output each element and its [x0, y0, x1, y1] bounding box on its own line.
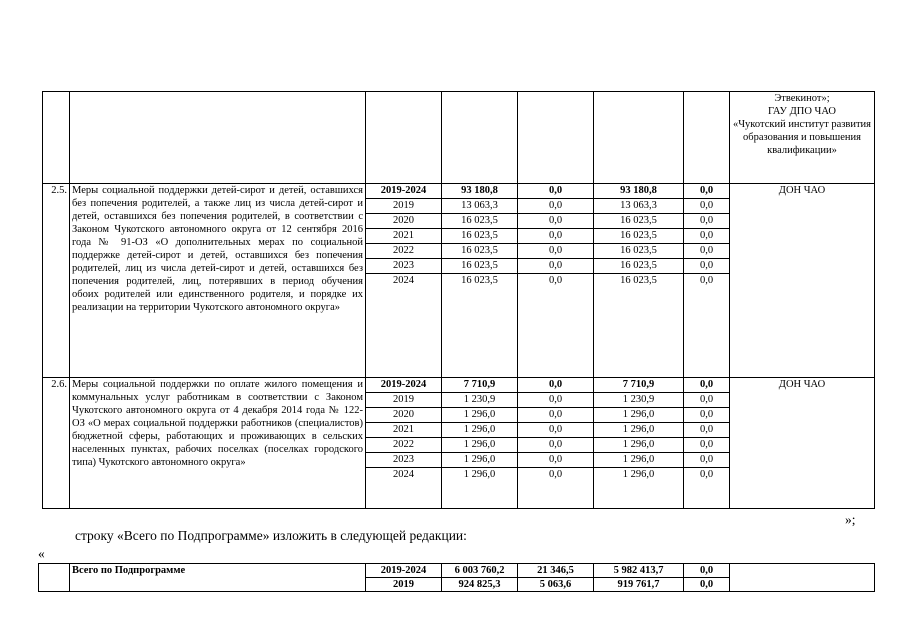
- years-value: 2019-2024: [366, 378, 441, 393]
- regional-value: 1 296,0: [594, 438, 683, 453]
- years-value: 2019: [366, 393, 441, 408]
- table-row: [39, 564, 875, 578]
- regional-value: 1 230,9: [594, 393, 683, 408]
- regional-value: 16 023,5: [594, 244, 683, 259]
- total-value: 1 296,0: [463, 469, 496, 480]
- years-cell: [366, 378, 442, 509]
- total-cell: [442, 184, 518, 378]
- other-value: 0,0: [684, 214, 729, 229]
- total-value: 7 710,9: [442, 378, 517, 393]
- years-value: 2024: [393, 275, 414, 286]
- years-value: 2021: [366, 423, 441, 438]
- row-number: 2.5.: [43, 184, 70, 378]
- cell-empty: [442, 92, 518, 184]
- federal-value: 0,0: [518, 453, 593, 468]
- other-value: 0,0: [684, 453, 729, 468]
- other-value: 0,0: [699, 275, 714, 286]
- regional-cell: [594, 378, 684, 509]
- federal-value: 0,0: [518, 199, 593, 214]
- federal-value: 0,0: [518, 229, 593, 244]
- years-value: 2019-2024: [366, 184, 441, 199]
- total-value: 1 296,0: [442, 438, 517, 453]
- federal-value: 0,0: [518, 423, 593, 438]
- responsible-cell: Этвекинот»; ГАУ ДПО ЧАО «Чукотский институт развития образования и повышения квалификации»: [730, 92, 875, 184]
- cell-empty: [366, 92, 442, 184]
- total-cell: [442, 378, 518, 509]
- regional-value: 13 063,3: [594, 199, 683, 214]
- instruction-text: строку «Всего по Подпрограмме» изложить в следующей редакции:: [75, 528, 467, 543]
- federal-value: 0,0: [518, 438, 593, 453]
- cell-empty: [43, 92, 70, 184]
- regional-value: 93 180,8: [594, 184, 683, 199]
- total-value: 1 230,9: [442, 393, 517, 408]
- total-value: 16 023,5: [442, 214, 517, 229]
- other-value: 0,0: [684, 378, 729, 393]
- close-quote: »;: [845, 512, 856, 527]
- other-value: 0,0: [684, 244, 729, 259]
- years-value: 2021: [366, 229, 441, 244]
- years-value: 2020: [366, 214, 441, 229]
- total-other: 0,0: [684, 578, 730, 592]
- regional-value: 16 023,5: [594, 259, 683, 274]
- total-value: 16 023,5: [442, 259, 517, 274]
- regional-value: 1 296,0: [622, 469, 655, 480]
- total-table: [38, 563, 875, 592]
- total-regional: 919 761,7: [594, 578, 684, 592]
- regional-value: 16 023,5: [594, 229, 683, 244]
- federal-value: 0,0: [548, 275, 563, 286]
- row-number: 2.6.: [43, 378, 70, 509]
- total-value: 16 023,5: [442, 244, 517, 259]
- federal-value: 0,0: [518, 214, 593, 229]
- table-row: [43, 92, 875, 184]
- other-value: 0,0: [684, 408, 729, 423]
- measure-name: Меры социальной поддержки детей-сирот и детей, оставшихся без попечения родителей, а также лиц из числа детей-сирот и детей, оставшихся без попечения родителей, в соответствии с Законом Чукотского автономного округа от 12 сентября 2016 года № 91-ОЗ «О дополнительных мерах по социальной поддержке детей-сирот и детей, оставшихся без попечения родителей, лиц из числа детей-сирот и детей, оставшихся без попечения родителей, лиц, потерявших в период обучения обоих родителей или единственного родителя, и порядке их реализации на территории Чукотского автономного округа»: [70, 184, 366, 378]
- total-value: 1 296,0: [442, 453, 517, 468]
- regional-value: 16 023,5: [594, 214, 683, 229]
- years-value: 2020: [366, 408, 441, 423]
- regional-value: 16 023,5: [620, 275, 657, 286]
- federal-value: 0,0: [518, 244, 593, 259]
- total-other: 0,0: [684, 564, 730, 578]
- years-value: 2023: [366, 259, 441, 274]
- cell-empty: [518, 92, 594, 184]
- total-value: 93 180,8: [442, 184, 517, 199]
- table-row: [43, 184, 875, 378]
- other-value: 0,0: [684, 423, 729, 438]
- total-year: 2019: [366, 578, 442, 592]
- total-value: 16 023,5: [442, 229, 517, 244]
- other-value: 0,0: [684, 229, 729, 244]
- other-value: 0,0: [684, 184, 729, 199]
- responsible-cell: ДОН ЧАО: [730, 378, 875, 509]
- measure-name: Меры социальной поддержки по оплате жилого помещения и коммунальных услуг работникам в соответствии с Законом Чукотского автономного округа от 4 декабря 2014 года № 122-ОЗ «О мерах социальной поддержки работников (специалистов) бюджетной сферы, работающих и проживающих в сельских населенных пунктах, рабочих поселках (поселках городского типа) Чукотского автономного округа»: [70, 378, 366, 509]
- total-regional: 5 982 413,7: [594, 564, 684, 578]
- federal-value: 0,0: [518, 393, 593, 408]
- years-value: 2024: [393, 469, 414, 480]
- cell-empty: [39, 564, 70, 592]
- total-federal: 21 346,5: [518, 564, 594, 578]
- federal-cell: [518, 184, 594, 378]
- other-cell: [684, 378, 730, 509]
- other-value: 0,0: [684, 393, 729, 408]
- cell-empty: [594, 92, 684, 184]
- total-label: Всего по Подпрограмме: [70, 564, 366, 592]
- regional-value: 1 296,0: [594, 453, 683, 468]
- federal-value: 0,0: [548, 469, 563, 480]
- total-value: 16 023,5: [461, 275, 498, 286]
- years-value: 2019: [366, 199, 441, 214]
- federal-value: 0,0: [518, 259, 593, 274]
- total-year: 2019-2024: [366, 564, 442, 578]
- regional-cell: [594, 184, 684, 378]
- years-value: 2023: [366, 453, 441, 468]
- other-value: 0,0: [699, 469, 714, 480]
- federal-value: 0,0: [518, 408, 593, 423]
- open-quote: «: [38, 546, 45, 561]
- other-value: 0,0: [684, 438, 729, 453]
- years-value: 2022: [366, 244, 441, 259]
- cell-empty: [730, 564, 875, 592]
- program-table: [42, 91, 875, 509]
- responsible-cell: ДОН ЧАО: [730, 184, 875, 378]
- years-value: 2022: [366, 438, 441, 453]
- total-value: 13 063,3: [442, 199, 517, 214]
- other-cell: [684, 184, 730, 378]
- federal-value: 0,0: [518, 184, 593, 199]
- cell-empty: [70, 92, 366, 184]
- total-value: 1 296,0: [442, 423, 517, 438]
- table-row: [43, 378, 875, 509]
- total-sum: 924 825,3: [442, 578, 518, 592]
- regional-value: 1 296,0: [594, 423, 683, 438]
- other-value: 0,0: [684, 259, 729, 274]
- other-value: 0,0: [684, 199, 729, 214]
- federal-cell: [518, 378, 594, 509]
- total-value: 1 296,0: [442, 408, 517, 423]
- cell-empty: [684, 92, 730, 184]
- regional-value: 7 710,9: [594, 378, 683, 393]
- total-federal: 5 063,6: [518, 578, 594, 592]
- regional-value: 1 296,0: [594, 408, 683, 423]
- total-sum: 6 003 760,2: [442, 564, 518, 578]
- years-cell: [366, 184, 442, 378]
- federal-value: 0,0: [518, 378, 593, 393]
